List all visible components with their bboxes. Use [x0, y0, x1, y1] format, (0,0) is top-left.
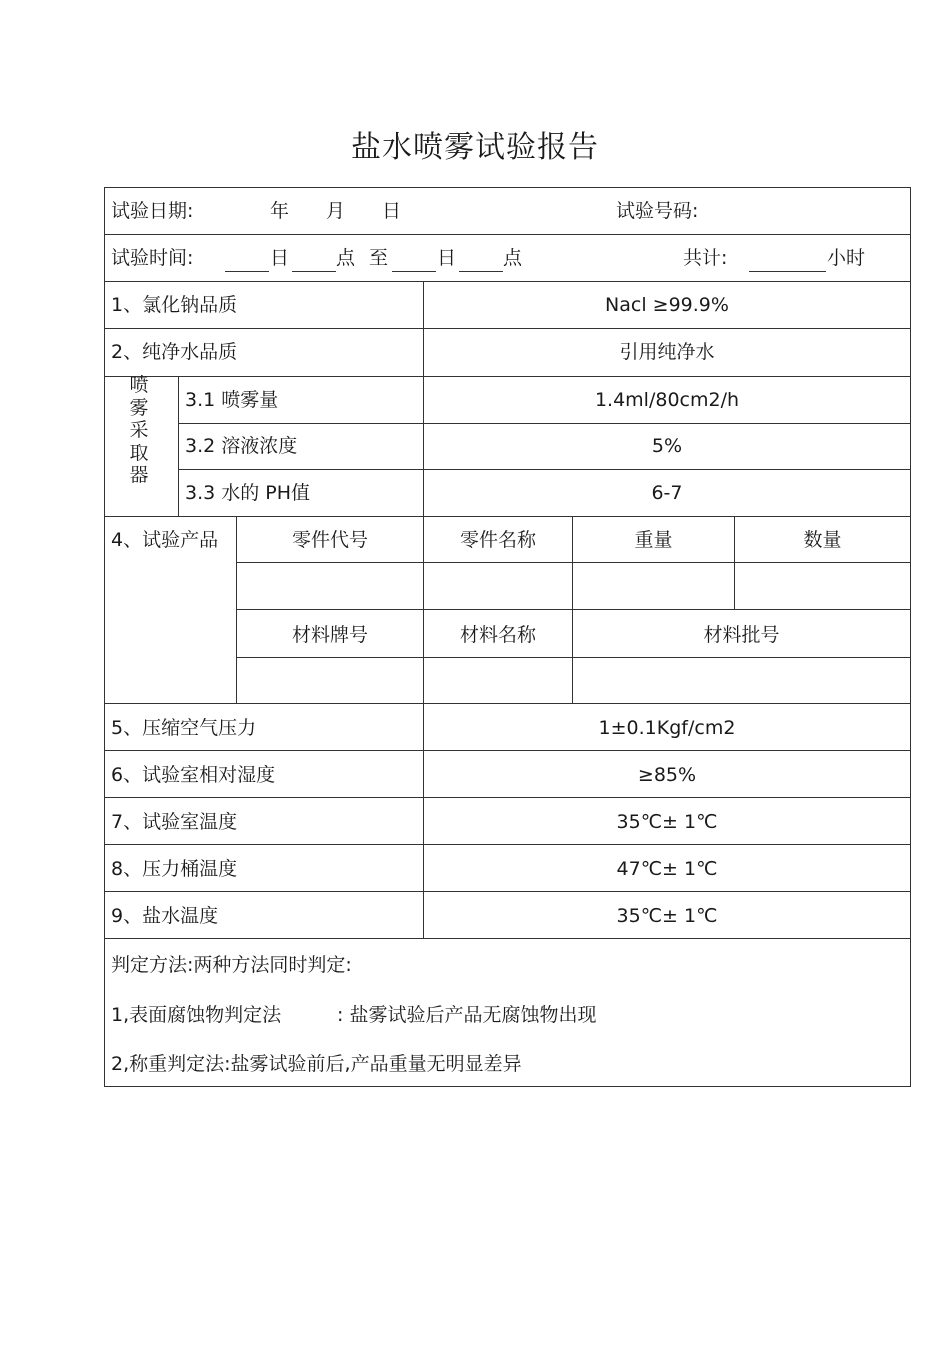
judgement-method-1-label: 1,表面腐蚀物判定法 [111, 1004, 282, 1026]
part-code-header: 零件代号 [291, 529, 368, 551]
spray-volume-value: 1.4ml/80cm2/h [594, 389, 740, 411]
month-label: 月 [326, 200, 346, 222]
brine-temperature-value: 35℃± 1℃ [616, 905, 718, 927]
sodium-chloride-label: 1、氯化钠品质 [111, 294, 238, 316]
humidity-value: ≥85% [637, 764, 697, 786]
material-batch-header: 材料批号 [703, 624, 780, 646]
room-temperature-value: 35℃± 1℃ [616, 811, 718, 833]
solution-concentration-value: 5% [651, 435, 683, 457]
end-point-label: 点 [503, 247, 523, 269]
barrel-temperature-value: 47℃± 1℃ [616, 858, 718, 880]
year-label: 年 [270, 200, 290, 222]
day-label: 日 [382, 200, 402, 222]
water-ph-label: 3.3 水的 PH值 [185, 482, 311, 504]
start-point-label: 点 [336, 247, 356, 269]
judgement-method-1-text: : 盐雾试验后产品无腐蚀物出现 [337, 1004, 597, 1026]
humidity-label: 6、试验室相对湿度 [111, 764, 276, 786]
part-name-header: 零件名称 [459, 529, 536, 551]
solution-concentration-label: 3.2 溶液浓度 [185, 435, 298, 457]
judgement-heading: 判定方法:两种方法同时判定: [111, 954, 352, 976]
weight-header: 重量 [634, 529, 673, 551]
spray-volume-label: 3.1 喷雾量 [185, 389, 279, 411]
to-label: 至 [369, 247, 389, 269]
report-table [104, 187, 911, 1087]
test-date-label: 试验日期: [111, 200, 194, 222]
pure-water-value: 引用纯净水 [619, 341, 715, 363]
test-number-label: 试验号码: [616, 200, 699, 222]
judgement-method-2: 2,称重判定法:盐雾试验前后,产品重量无明显差异 [111, 1053, 522, 1075]
test-time-label: 试验时间: [111, 247, 194, 269]
end-day-label: 日 [437, 247, 457, 269]
pure-water-label: 2、纯净水品质 [111, 341, 238, 363]
quantity-header: 数量 [803, 529, 842, 551]
air-pressure-label: 5、压缩空气压力 [111, 717, 257, 739]
start-day-label: 日 [270, 247, 290, 269]
page-title: 盐水喷雾试验报告 [351, 130, 599, 165]
water-ph-value: 6-7 [651, 482, 683, 504]
room-temperature-label: 7、试验室温度 [111, 811, 238, 833]
test-product-label: 4、试验产品 [111, 529, 219, 551]
material-grade-header: 材料牌号 [291, 624, 368, 646]
hours-label: 小时 [827, 247, 866, 269]
barrel-temperature-label: 8、压力桶温度 [111, 858, 238, 880]
air-pressure-value: 1±0.1Kgf/cm2 [598, 717, 736, 739]
total-label: 共计: [683, 247, 728, 269]
sodium-chloride-value: Nacl ≥99.9% [605, 294, 729, 316]
brine-temperature-label: 9、盐水温度 [111, 905, 219, 927]
material-name-header: 材料名称 [459, 624, 536, 646]
sprayer-label: 喷 雾 采 取 器 [129, 374, 149, 486]
